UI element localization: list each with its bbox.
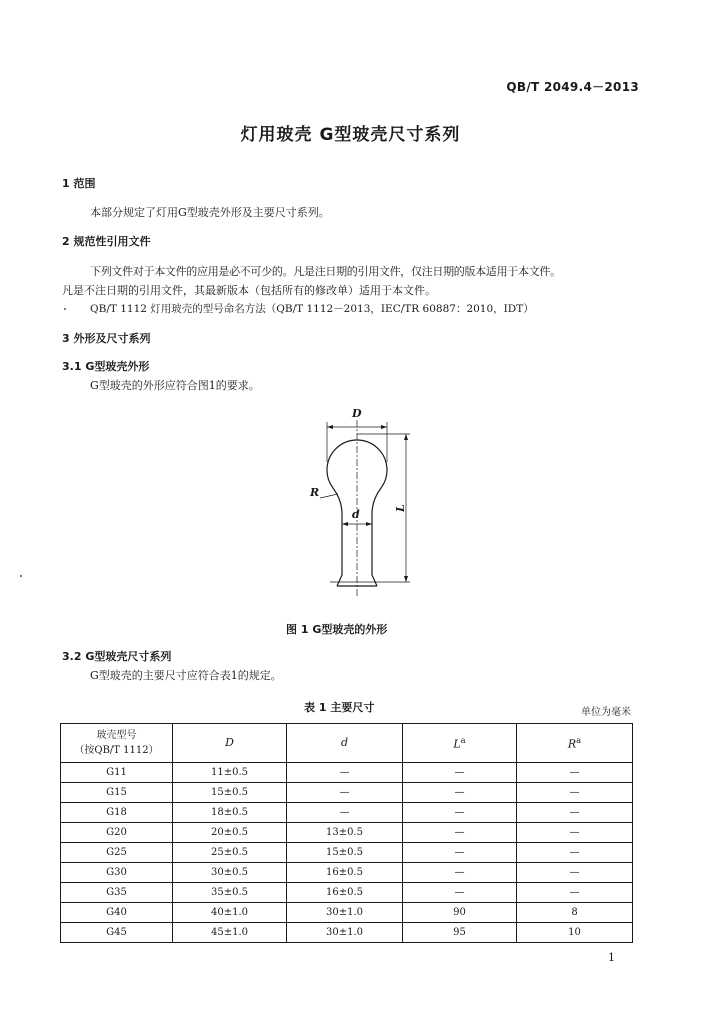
header-type-line2: （按QB/T 1112）	[74, 745, 159, 756]
table-cell-d: 15±0.5	[287, 843, 403, 863]
table-unit: 单位为毫米	[581, 707, 631, 718]
header-d	[287, 724, 403, 763]
table-row	[61, 763, 633, 783]
section-3-1-heading: 3.1 G型玻壳外形	[62, 360, 150, 373]
table-cell-L: —	[403, 763, 517, 783]
table-row	[61, 923, 633, 943]
table-cell-type: G35	[61, 883, 173, 903]
section-2-text-line1: 下列文件对于本文件的应用是必不可少的。凡是注日期的引用文件，仅注日期的版本适用于本文件。	[90, 265, 561, 278]
table-cell-L: —	[403, 823, 517, 843]
table-cell-L: —	[403, 883, 517, 903]
table-cell-type: G30	[61, 863, 173, 883]
table-header-row	[61, 724, 633, 763]
figure-caption: 图 1 G型玻壳的外形	[286, 623, 388, 636]
scan-speck	[64, 308, 66, 310]
header-D-label: D	[225, 736, 234, 749]
table-row	[61, 843, 633, 863]
header-type-line1: 玻壳型号	[96, 730, 137, 741]
page-number: 1	[608, 951, 615, 964]
table-cell-d: 30±1.0	[287, 923, 403, 943]
table-cell-D: 11±0.5	[173, 763, 287, 783]
standard-code: QB/T 2049.4－2013	[506, 80, 639, 94]
table-cell-type: G20	[61, 823, 173, 843]
table-cell-L: —	[403, 803, 517, 823]
scan-speck	[20, 575, 22, 577]
section-1-heading: 1 范围	[62, 177, 96, 190]
arrow-D-right	[381, 425, 387, 429]
header-d-label: d	[340, 736, 349, 749]
table-cell-R: —	[517, 763, 633, 783]
table-cell-D: 45±1.0	[173, 923, 287, 943]
table-cell-type: G40	[61, 903, 173, 923]
table-cell-D: 15±0.5	[173, 783, 287, 803]
table-row	[61, 803, 633, 823]
table-cell-R: —	[517, 883, 633, 903]
table-cell-R: —	[517, 863, 633, 883]
header-D	[173, 724, 287, 763]
table-cell-type: G15	[61, 783, 173, 803]
header-R-sup: a	[576, 735, 582, 746]
label-R: R	[310, 486, 320, 499]
header-L-label: L	[453, 737, 461, 751]
section-3-2-text: G型玻壳的主要尺寸应符合表1的规定。	[90, 669, 282, 682]
label-D: D	[352, 407, 362, 420]
arrow-d-left	[342, 522, 348, 526]
header-R-label: R	[567, 737, 577, 751]
table-cell-D: 35±0.5	[173, 883, 287, 903]
table-cell-R: —	[517, 783, 633, 803]
table-caption: 表 1 主要尺寸	[304, 701, 375, 714]
table-row	[61, 823, 633, 843]
table-cell-R: 10	[517, 923, 633, 943]
table-cell-type: G11	[61, 763, 173, 783]
table-cell-type: G18	[61, 803, 173, 823]
arrow-D-left	[327, 425, 333, 429]
leader-line-R	[320, 494, 338, 498]
table-cell-R: —	[517, 823, 633, 843]
table-row	[61, 883, 633, 903]
table-cell-type: G45	[61, 923, 173, 943]
normative-reference: QB/T 1112 灯用玻壳的型号命名方法（QB/T 1112－2013，IEC/TR 60887：2010，IDT）	[90, 303, 534, 315]
table-cell-R: —	[517, 803, 633, 823]
section-1-text: 本部分规定了灯用G型玻壳外形及主要尺寸系列。	[90, 206, 330, 219]
table-cell-d: —	[287, 803, 403, 823]
table-cell-d: 16±0.5	[287, 863, 403, 883]
dimensions-table	[60, 723, 633, 943]
table-cell-d: 13±0.5	[287, 823, 403, 843]
header-R	[517, 724, 633, 763]
table-cell-D: 25±0.5	[173, 843, 287, 863]
table-cell-L: 95	[403, 923, 517, 943]
section-2-text-line2: 凡是不注日期的引用文件，其最新版本（包括所有的修改单）适用于本文件。	[62, 284, 436, 297]
table-row	[61, 903, 633, 923]
table-cell-R: —	[517, 843, 633, 863]
section-3-2-heading: 3.2 G型玻壳尺寸系列	[62, 650, 172, 663]
table-cell-L: —	[403, 863, 517, 883]
table-cell-d: 30±1.0	[287, 903, 403, 923]
table-row	[61, 783, 633, 803]
arrow-L-top	[404, 434, 408, 440]
table-row	[61, 863, 633, 883]
label-L: L	[394, 504, 407, 512]
arrow-d-right	[366, 522, 372, 526]
table-cell-d: —	[287, 763, 403, 783]
table-cell-D: 30±0.5	[173, 863, 287, 883]
header-bulb-type	[61, 724, 173, 763]
table-cell-d: —	[287, 783, 403, 803]
arrow-L-bottom	[404, 576, 408, 582]
table-cell-type: G25	[61, 843, 173, 863]
table-cell-R: 8	[517, 903, 633, 923]
table-cell-D: 18±0.5	[173, 803, 287, 823]
section-2-heading: 2 规范性引用文件	[62, 235, 151, 248]
label-d: d	[352, 508, 360, 521]
section-3-heading: 3 外形及尺寸系列	[62, 332, 151, 345]
document-title: 灯用玻壳 G型玻壳尺寸系列	[240, 125, 461, 145]
header-L	[403, 724, 517, 763]
g-bulb-outline-figure	[300, 400, 430, 600]
table-cell-d: 16±0.5	[287, 883, 403, 903]
table-cell-L: —	[403, 783, 517, 803]
table-cell-D: 20±0.5	[173, 823, 287, 843]
header-L-sup: a	[460, 735, 466, 746]
table-cell-D: 40±1.0	[173, 903, 287, 923]
table-cell-L: 90	[403, 903, 517, 923]
section-3-1-text: G型玻壳的外形应符合图1的要求。	[90, 379, 260, 392]
table-cell-L: —	[403, 843, 517, 863]
